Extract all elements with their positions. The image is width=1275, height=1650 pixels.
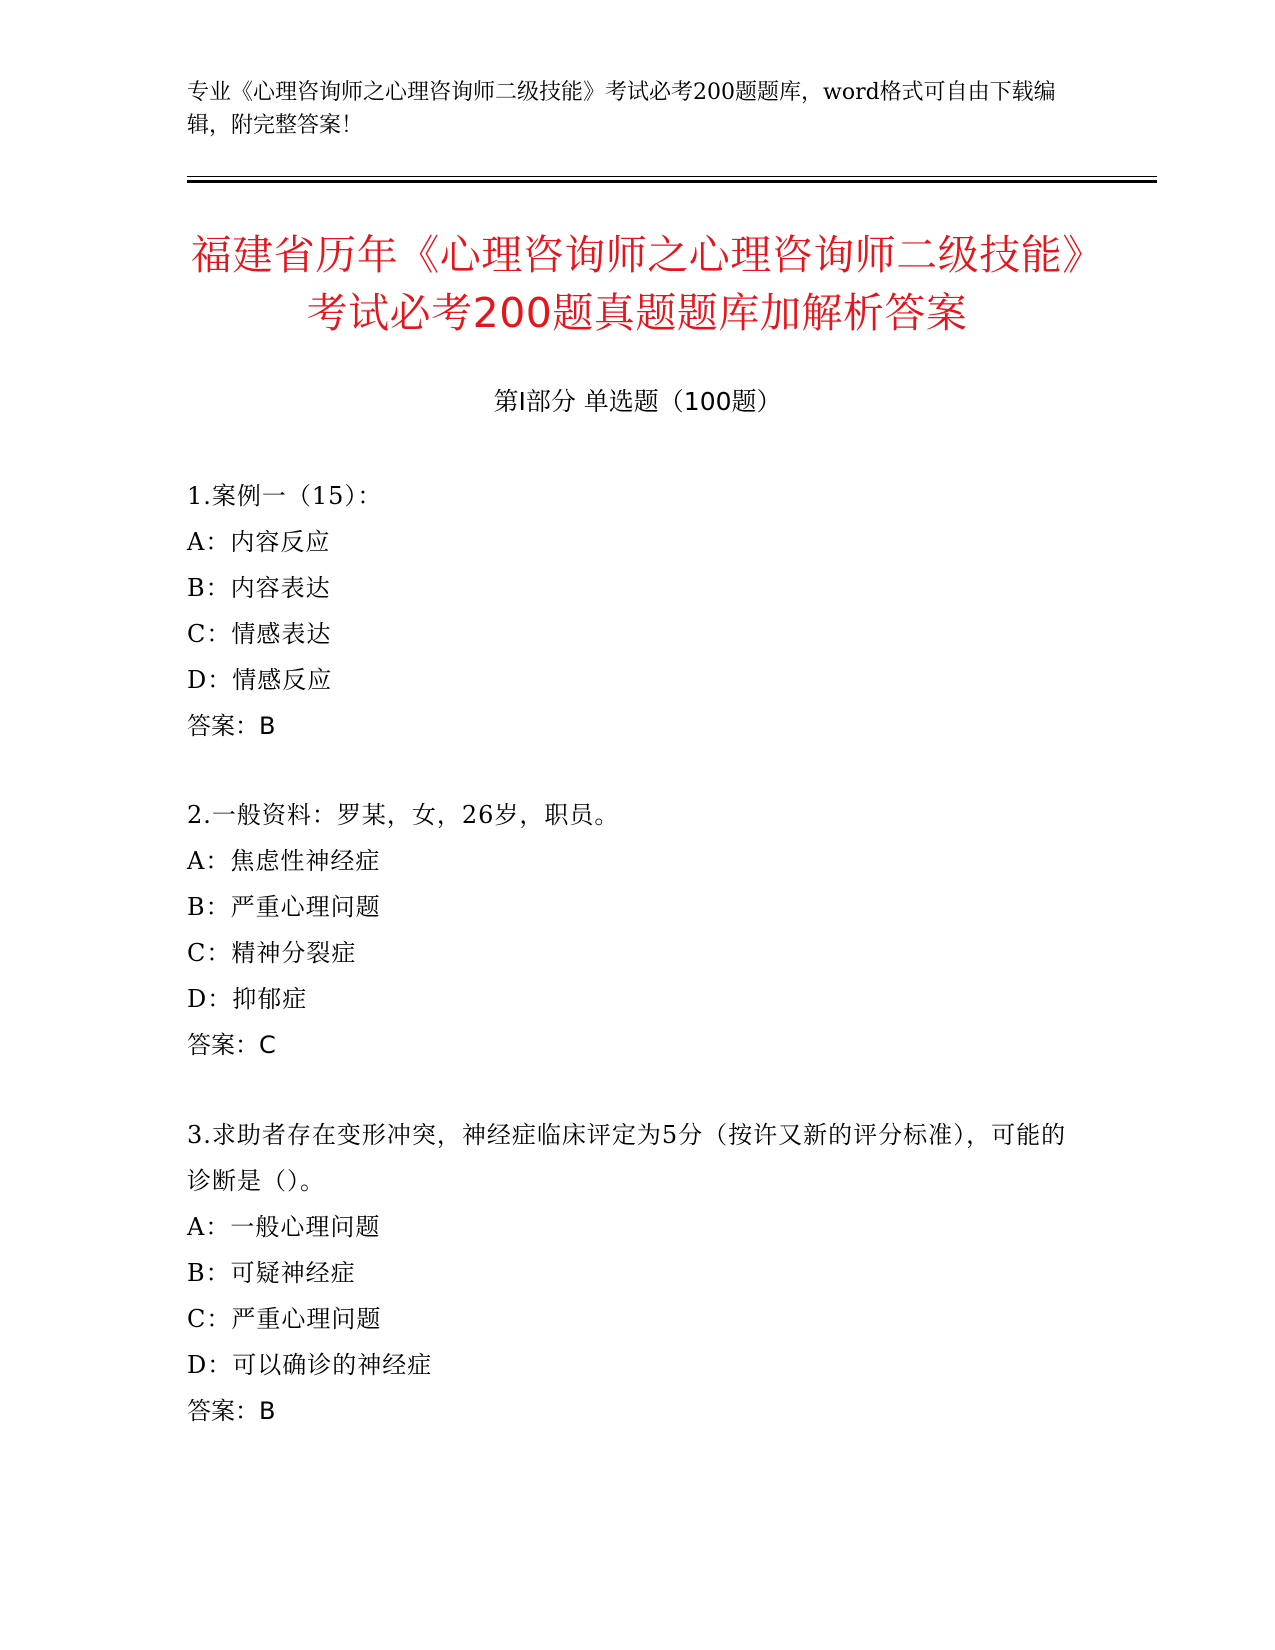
option-b: B：严重心理问题	[187, 893, 381, 921]
option-d: D：可以确诊的神经症	[187, 1351, 433, 1379]
question-3	[187, 1112, 1067, 1434]
header-divider-thin	[187, 176, 1157, 177]
question-stem: 1.案例一（15）：	[187, 482, 383, 510]
question-1	[187, 473, 1067, 749]
section-title: 第Ⅰ部分 单选题（100题）	[493, 387, 782, 416]
answer: 答案：C	[187, 1031, 276, 1059]
question-stem: 3.求助者存在变形冲突，神经症临床评定为5分（按许又新的评分标准），可能的诊断是（）。	[187, 1121, 1067, 1195]
question-2	[187, 792, 1067, 1068]
answer: 答案：B	[187, 712, 276, 740]
option-d: D：抑郁症	[187, 985, 308, 1013]
option-c: C：情感表达	[187, 620, 332, 648]
document-title: 福建省历年《心理咨询师之心理咨询师二级技能》考试必考200题真题题库加解析答案	[190, 231, 1084, 337]
option-a: A：一般心理问题	[187, 1213, 381, 1241]
option-c: C：严重心理问题	[187, 1305, 382, 1333]
option-d: D：情感反应	[187, 666, 333, 694]
option-b: B：内容表达	[187, 574, 331, 602]
header-note: 专业《心理咨询师之心理咨询师二级技能》考试必考200题题库，word格式可自由下载编辑，附完整答案！	[187, 80, 1056, 138]
option-b: B：可疑神经症	[187, 1259, 356, 1287]
header-divider-thick	[187, 180, 1157, 183]
question-stem: 2.一般资料：罗某，女，26岁，职员。	[187, 801, 620, 829]
option-c: C：精神分裂症	[187, 939, 357, 967]
option-a: A：内容反应	[187, 528, 331, 556]
answer: 答案：B	[187, 1397, 276, 1425]
option-a: A：焦虑性神经症	[187, 847, 381, 875]
